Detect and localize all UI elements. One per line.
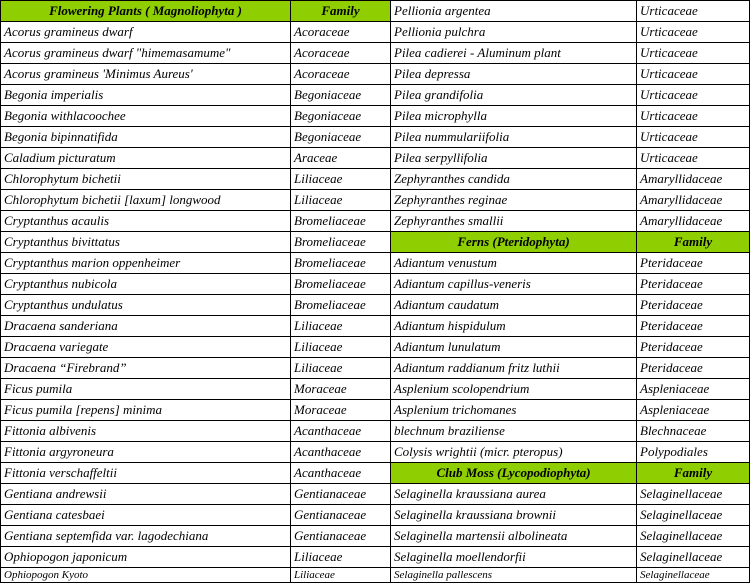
table-row (1, 211, 750, 232)
species-cell: Selaginella kraussiana brownii (391, 505, 637, 526)
table-row (1, 316, 750, 337)
family-cell: Liliaceae (291, 568, 391, 583)
family-cell: Pteridaceae (637, 253, 750, 274)
species-cell: Dracaena variegate (1, 337, 291, 358)
family-cell: Blechnaceae (637, 421, 750, 442)
table-row (1, 64, 750, 85)
table-row (1, 232, 750, 253)
species-cell: Gentiana catesbaei (1, 505, 291, 526)
family-cell: Begoniaceae (291, 106, 391, 127)
table-row (1, 148, 750, 169)
table-row (1, 253, 750, 274)
family-cell: Moraceae (291, 400, 391, 421)
species-cell: Caladium picturatum (1, 148, 291, 169)
species-cell: Gentiana andrewsii (1, 484, 291, 505)
table-row (1, 505, 750, 526)
family-cell: Urticaceae (637, 64, 750, 85)
family-header: Family (637, 232, 750, 253)
species-cell: Pilea cadierei - Aluminum plant (391, 43, 637, 64)
family-cell: Urticaceae (637, 106, 750, 127)
species-cell: Cryptanthus bivittatus (1, 232, 291, 253)
species-cell: Acorus gramineus dwarf "himemasamume" (1, 43, 291, 64)
table-row (1, 85, 750, 106)
family-cell: Araceae (291, 148, 391, 169)
table-row (1, 190, 750, 211)
family-cell: Moraceae (291, 379, 391, 400)
family-cell: Aspleniaceae (637, 379, 750, 400)
species-cell: Dracaena “Firebrand” (1, 358, 291, 379)
table-row (1, 463, 750, 484)
family-cell: Pteridaceae (637, 274, 750, 295)
species-cell: Pilea grandifolia (391, 85, 637, 106)
family-cell: Urticaceae (637, 148, 750, 169)
family-cell: Acoraceae (291, 64, 391, 85)
family-cell: Urticaceae (637, 85, 750, 106)
family-cell: Selaginellaceae (637, 526, 750, 547)
family-cell: Amaryllidaceae (637, 211, 750, 232)
section-header: Club Moss (Lycopodiophyta) (391, 463, 637, 484)
species-cell: Selaginella moellendorfii (391, 547, 637, 568)
species-cell: Cryptanthus nubicola (1, 274, 291, 295)
family-header: Family (291, 1, 391, 22)
table-row (1, 526, 750, 547)
species-cell: Cryptanthus undulatus (1, 295, 291, 316)
species-cell: Cryptanthus marion oppenheimer (1, 253, 291, 274)
species-cell: Zephyranthes reginae (391, 190, 637, 211)
species-cell: Colysis wrightii (micr. pteropus) (391, 442, 637, 463)
table-row (1, 43, 750, 64)
species-cell: Ficus pumila [repens] minima (1, 400, 291, 421)
species-cell: Adiantum lunulatum (391, 337, 637, 358)
family-cell: Amaryllidaceae (637, 190, 750, 211)
family-cell: Acanthaceae (291, 463, 391, 484)
species-cell: Pellionia argentea (391, 1, 637, 22)
family-cell: Selaginellaceae (637, 505, 750, 526)
family-cell: Liliaceae (291, 358, 391, 379)
species-cell: Adiantum capillus-veneris (391, 274, 637, 295)
species-cell: Ophiopogon japonicum (1, 547, 291, 568)
species-cell: Gentiana septemfida var. lagodechiana (1, 526, 291, 547)
family-cell: Liliaceae (291, 190, 391, 211)
species-cell: Zephyranthes smallii (391, 211, 637, 232)
family-cell: Selaginellaceae (637, 547, 750, 568)
family-cell: Aspleniaceae (637, 400, 750, 421)
family-cell: Liliaceae (291, 169, 391, 190)
table-row (1, 484, 750, 505)
table-row (1, 442, 750, 463)
species-cell: Fittonia argyroneura (1, 442, 291, 463)
table-row (1, 169, 750, 190)
species-cell: Selaginella kraussiana aurea (391, 484, 637, 505)
family-cell: Urticaceae (637, 43, 750, 64)
species-cell: Begonia withlacoochee (1, 106, 291, 127)
table-row (1, 421, 750, 442)
family-cell: Gentianaceae (291, 526, 391, 547)
species-cell: Fittonia verschaffeltii (1, 463, 291, 484)
species-cell: Asplenium scolopendrium (391, 379, 637, 400)
species-cell: Fittonia albivenis (1, 421, 291, 442)
species-cell: Adiantum raddianum fritz luthii (391, 358, 637, 379)
species-cell: Begonia imperialis (1, 85, 291, 106)
species-cell: Adiantum hispidulum (391, 316, 637, 337)
species-cell: Begonia bipinnatifida (1, 127, 291, 148)
family-cell: Bromeliaceae (291, 253, 391, 274)
family-cell: Urticaceae (637, 127, 750, 148)
table-row (1, 568, 750, 583)
family-cell: Amaryllidaceae (637, 169, 750, 190)
family-cell: Bromeliaceae (291, 211, 391, 232)
family-cell: Acoraceae (291, 22, 391, 43)
family-cell: Acanthaceae (291, 442, 391, 463)
family-cell: Bromeliaceae (291, 232, 391, 253)
species-cell: Pilea depressa (391, 64, 637, 85)
species-cell: Cryptanthus acaulis (1, 211, 291, 232)
section-header: Ferns (Pteridophyta) (391, 232, 637, 253)
family-cell: Begoniaceae (291, 85, 391, 106)
table-row (1, 379, 750, 400)
species-cell: blechnum braziliense (391, 421, 637, 442)
species-cell: Asplenium trichomanes (391, 400, 637, 421)
species-cell: Pilea nummulariifolia (391, 127, 637, 148)
family-cell: Selaginellaceae (637, 568, 750, 583)
species-cell: Dracaena sanderiana (1, 316, 291, 337)
family-cell: Pteridaceae (637, 316, 750, 337)
family-header: Family (637, 463, 750, 484)
table-row (1, 127, 750, 148)
family-cell: Bromeliaceae (291, 295, 391, 316)
table-row (1, 358, 750, 379)
species-cell: Adiantum caudatum (391, 295, 637, 316)
family-cell: Liliaceae (291, 547, 391, 568)
table-row (1, 295, 750, 316)
table-row (1, 337, 750, 358)
section-header-flowering: Flowering Plants ( Magnoliophyta ) (1, 1, 291, 22)
species-cell: Adiantum venustum (391, 253, 637, 274)
table-row (1, 106, 750, 127)
species-cell: Acorus gramineus dwarf (1, 22, 291, 43)
species-cell: Pilea serpyllifolia (391, 148, 637, 169)
species-cell: Selaginella martensii albolineata (391, 526, 637, 547)
species-cell: Pellionia pulchra (391, 22, 637, 43)
plant-table-body (1, 1, 750, 583)
family-cell: Acoraceae (291, 43, 391, 64)
family-cell: Polypodiales (637, 442, 750, 463)
family-cell: Gentianaceae (291, 484, 391, 505)
family-cell: Pteridaceae (637, 337, 750, 358)
table-row (1, 274, 750, 295)
family-cell: Acanthaceae (291, 421, 391, 442)
species-cell: Pilea microphylla (391, 106, 637, 127)
species-cell: Ficus pumila (1, 379, 291, 400)
species-cell: Ophiopogon Kyoto (1, 568, 291, 583)
table-row (1, 547, 750, 568)
species-cell: Chlorophytum bichetii [laxum] longwood (1, 190, 291, 211)
family-cell: Bromeliaceae (291, 274, 391, 295)
species-cell: Selaginella pallescens (391, 568, 637, 583)
table-row (1, 22, 750, 43)
family-cell: Begoniaceae (291, 127, 391, 148)
family-cell: Pteridaceae (637, 358, 750, 379)
family-cell: Gentianaceae (291, 505, 391, 526)
species-cell: Acorus gramineus 'Minimus Aureus' (1, 64, 291, 85)
table-row (1, 1, 750, 22)
species-cell: Chlorophytum bichetii (1, 169, 291, 190)
species-cell: Zephyranthes candida (391, 169, 637, 190)
family-cell: Pteridaceae (637, 295, 750, 316)
family-cell: Urticaceae (637, 22, 750, 43)
family-cell: Liliaceae (291, 337, 391, 358)
table-row (1, 400, 750, 421)
family-cell: Urticaceae (637, 1, 750, 22)
family-cell: Selaginellaceae (637, 484, 750, 505)
family-cell: Liliaceae (291, 316, 391, 337)
